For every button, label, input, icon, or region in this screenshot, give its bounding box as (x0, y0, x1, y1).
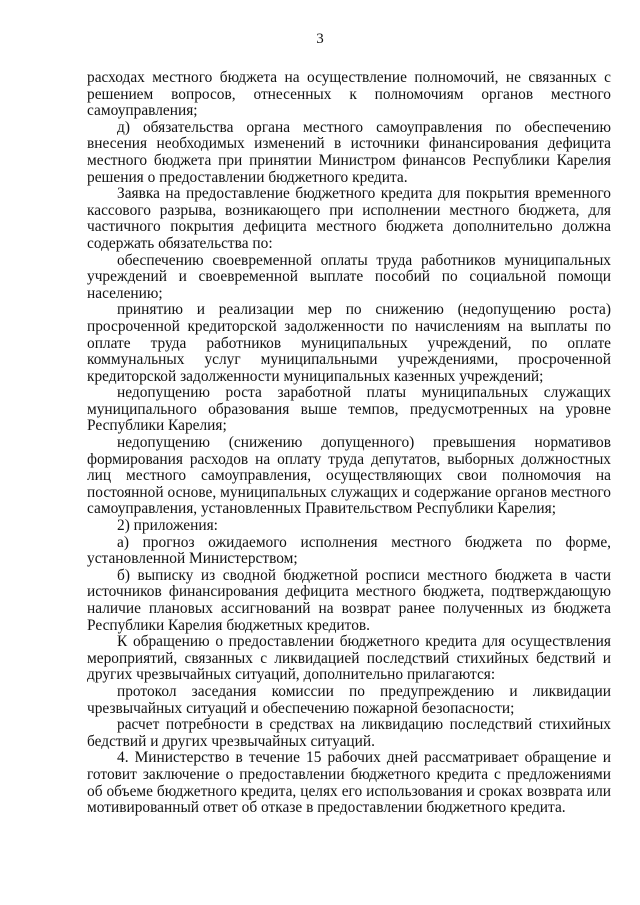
paragraph-13: расчет потребности в средствах на ликвидацию последствий стихийных бедствий и других чрезвычайных ситуаций. (87, 716, 611, 750)
paragraph-6: недопущению роста заработной платы муниципальных служащих муниципального образования выше темпов, предусмотренных на уровне Республики Карелия; (87, 384, 611, 435)
paragraph-1: расходах местного бюджета на осуществление полномочий, не связанных с решением вопросов, отнесенных к полномочиям органов местного самоуправления; (87, 69, 611, 120)
paragraph-3: Заявка на предоставление бюджетного кредита для покрытия временного кассового разрыва, возникающего при исполнении местного бюджета, для частичного покрытия дефицита местного бюджета дополнительно должна содержать обязательства по: (87, 185, 611, 252)
paragraph-10: б) выписку из сводной бюджетной росписи местного бюджета в части источников финансирования дефицита местного бюджета, подтверждающую наличие плановых ассигнований на возврат ранее полученных из бюджета Республики Карелия бюджетных кредитов. (87, 566, 611, 634)
paragraph-9: а) прогноз ожидаемого исполнения местного бюджета по форме, установленной Министерством; (87, 533, 611, 568)
paragraph-8: 2) приложения: (117, 517, 218, 535)
paragraph-11: К обращению о предоставлении бюджетного кредита для осуществления мероприятий, связанных с ликвидацией последствий стихийных бедствий и других чрезвычайных ситуаций, дополнительно прилагаются: (87, 633, 611, 684)
paragraph-5: принятию и реализации мер по снижению (недопущению роста) просроченной кредиторской задолженности по начислениям на выплаты по оплате труда работников муниципальных учреждений, по оплате коммунальных услуг муниципальными учреждениями, просроченной кредиторской задолженности муниципальных казенных учреждений; (87, 301, 611, 385)
document-body (87, 70, 611, 817)
paragraph-12: протокол заседания комиссии по предупреждению и ликвидации чрезвычайных ситуаций и обеспечению пожарной безопасности; (87, 682, 611, 717)
paragraph-14: 4. Министерство в течение 15 рабочих дней рассматривает обращение и готовит заключение о предоставлении бюджетного кредита с предложениями об объеме бюджетного кредита, целях его использования и сроках возврата или мотивированный ответ об отказе в предоставлении бюджетного кредита. (87, 749, 611, 817)
paragraph-7: недопущению (снижению допущенного) превышения нормативов формирования расходов на оплату труда депутатов, выборных должностных лиц местного самоуправления, осуществляющих свои полномочия на постоянной основе, муниципальных служащих и содержание органов местного самоуправления, установленных Правительством Республики Карелия; (87, 434, 611, 518)
paragraph-2: д) обязательства органа местного самоуправления по обеспечению внесения необходимых изменений в источники финансирования дефицита местного бюджета при принятии Министром финансов Республики Карелия решения о предоставлении бюджетного кредита. (87, 118, 611, 186)
page-number: 3 (316, 31, 324, 47)
paragraph-4: обеспечению своевременной оплаты труда работников муниципальных учреждений и своевременной выплате пособий по социальной помощи населению; (87, 251, 611, 302)
